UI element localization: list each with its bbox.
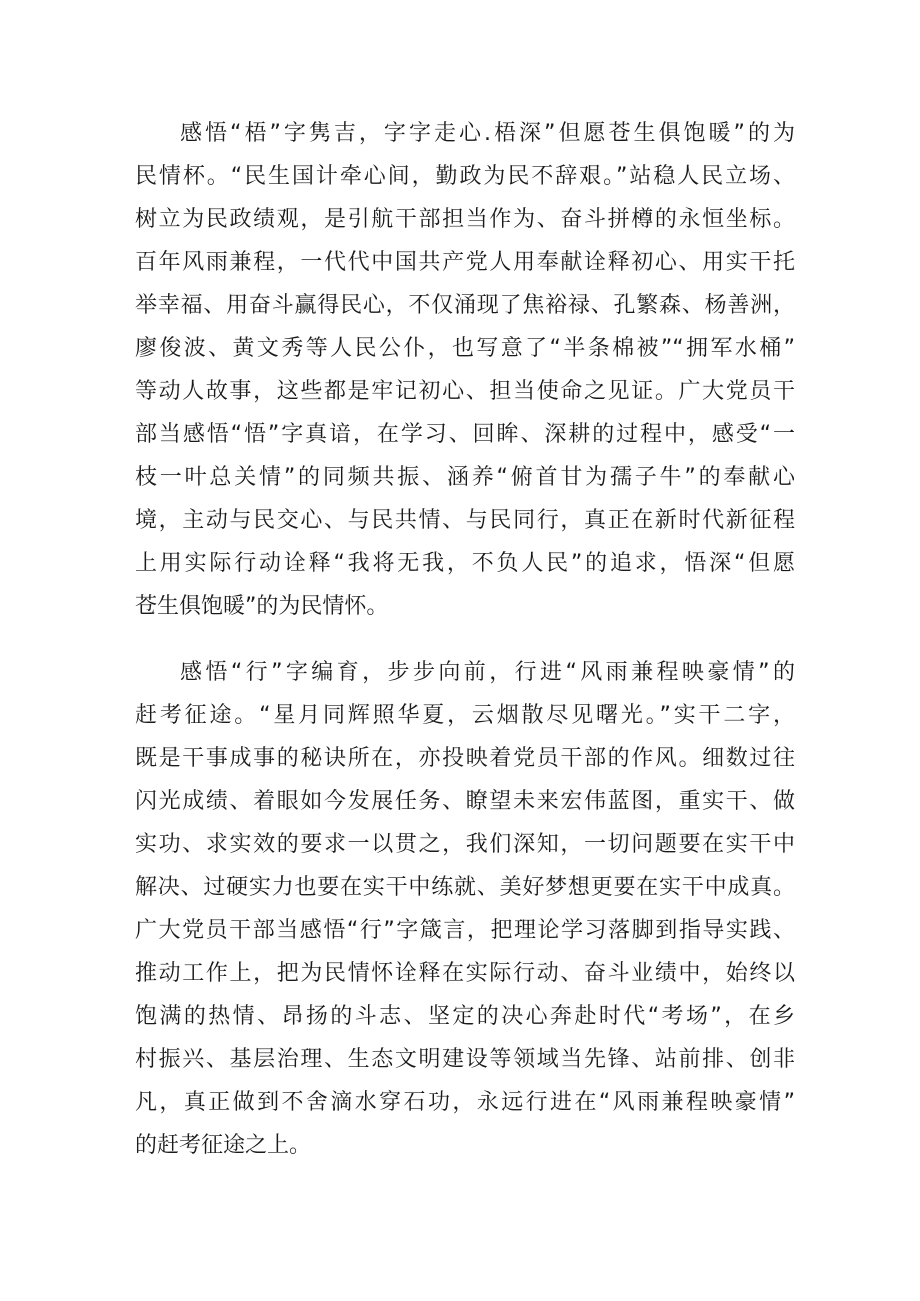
- paragraph-2-line-4: 闪光成绩、着眼如今发展任务、瞭望未来宏伟蓝图，重实干、做: [135, 789, 795, 814]
- paragraph-2-line-7: 广大党员干部当感悟“行”字箴言，把理论学习落脚到指导实践、: [135, 918, 795, 943]
- paragraph-1-line-9: 枝一叶总关情”的同频共振、涵养“俯首甘为孺子牛”的奉献心: [135, 465, 795, 490]
- paragraph-1-line-1: 感悟“梧”字隽吉，字字走心.梧深”但愿苍生俱饱暖”的为: [180, 121, 795, 146]
- paragraph-1-line-11: 上用实际行动诠释“我将无我，不负人民”的追求，悟深“但愿: [135, 551, 795, 576]
- paragraph-1-line-6: 廖俊波、黄文秀等人民公仆，也写意了“半条棉被”“拥军水桶”: [135, 336, 795, 361]
- paragraph-2-line-12: 的赶考征途之上。: [135, 1133, 312, 1158]
- paragraph-2-line-2: 赶考征途。“星月同辉照华夏，云烟散尽见曙光。”实干二字，: [135, 703, 795, 728]
- paragraph-2-line-10: 村振兴、基层治理、生态文明建设等领域当先锋、站前排、创非: [135, 1047, 795, 1072]
- paragraph-2-line-1: 感悟“行”字编育，步步向前，行进“风雨兼程映豪情”的: [180, 660, 795, 685]
- paragraph-2-line-9: 饱满的热情、昂扬的斗志、坚定的决心奔赴时代“考场”，在乡: [135, 1004, 795, 1029]
- paragraph-1-line-12: 苍生俱饱暖”的为民情怀。: [135, 594, 389, 619]
- paragraph-1-line-4: 百年风雨兼程，一代代中国共产党人用奉献诠释初心、用实干托: [135, 250, 795, 275]
- paragraph-1-line-7: 等动人故事，这些都是牢记初心、担当使命之见证。广大党员干: [135, 379, 795, 404]
- paragraph-1-line-2: 民情杯。“民生国计牵心间，勤政为民不辞艰。”站稳人民立场、: [135, 164, 795, 189]
- paragraph-1-line-3: 树立为民政绩观，是引航干部担当作为、奋斗拼樽的永恒坐标。: [135, 207, 795, 232]
- paragraph-2-line-3: 既是干事成事的秘诀所在，亦投映着党员干部的作风。细数过往: [135, 746, 795, 771]
- paragraph-1-line-10: 境，主动与民交心、与民共情、与民同行，真正在新时代新征程: [135, 508, 795, 533]
- paragraph-2-line-11: 凡，真正做到不舍滴水穿石功，永远行进在“风雨兼程映豪情”: [135, 1090, 795, 1115]
- paragraph-1-line-5: 举幸福、用奋斗赢得民心，不仅涌现了焦裕禄、孔繁森、杨善洲，: [135, 293, 795, 318]
- paragraph-2-line-6: 解决、过硬实力也要在实干中练就、美好梦想更要在实干中成真。: [135, 875, 795, 900]
- paragraph-2-line-8: 推动工作上，把为民情怀诠释在实际行动、奋斗业绩中，始终以: [135, 961, 795, 986]
- paragraph-1-line-8: 部当感悟“悟”字真谙，在学习、回眸、深耕的过程中，感受“一: [135, 422, 795, 447]
- paragraph-2-line-5: 实功、求实效的要求一以贯之，我们深知，一切问题要在实干中: [135, 832, 795, 857]
